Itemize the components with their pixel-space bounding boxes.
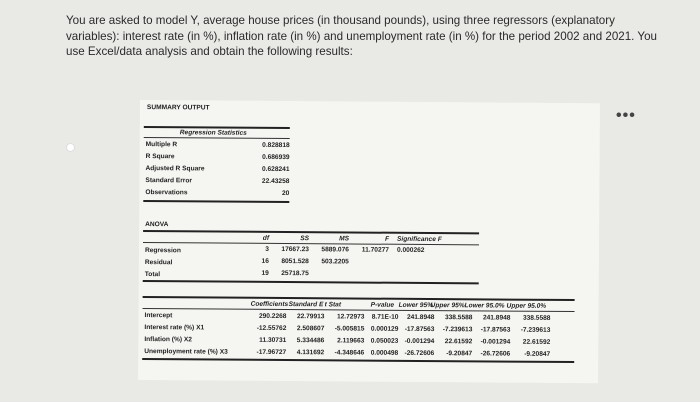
coef-cell: 22.61592: [444, 338, 473, 346]
anova-cell: 19: [261, 269, 269, 277]
coef-row-label: Interest rate (%) X1: [144, 324, 205, 332]
coef-cell: 8.71E-10: [371, 313, 399, 321]
coef-cell: 338.5588: [444, 314, 473, 322]
coef-header: Coefficients: [250, 300, 289, 309]
coef-cell: -17.87563: [404, 325, 435, 334]
coef-cell: 12.72973: [336, 313, 365, 321]
coef-header: t Stat: [324, 301, 342, 309]
anova-row-label: Regression: [144, 247, 181, 255]
anova-row-label: Residual: [144, 259, 173, 267]
coef-header: P-value: [370, 301, 395, 309]
regstats-label: Adjusted R Square: [145, 165, 205, 173]
coef-cell: 4.131692: [296, 349, 325, 357]
coef-cell: -7.239613: [442, 326, 473, 334]
regstats-label: R Square: [145, 153, 175, 161]
regstats-label: Observations: [145, 189, 188, 197]
anova-cell: 17667.23: [281, 245, 309, 254]
coef-cell: -12.55762: [256, 324, 287, 333]
anova-cell: 16: [261, 257, 269, 265]
coef-cell: 338.5588: [522, 314, 551, 322]
coef-cell: 22.79913: [296, 313, 325, 321]
regstats-value: 22.43258: [261, 177, 290, 186]
anova-cell: 5889.076: [321, 246, 349, 254]
coef-cell: 2.119663: [337, 337, 365, 345]
regstats-value: 0.686939: [262, 153, 290, 162]
summary-title: SUMMARY OUTPUT: [146, 104, 210, 112]
coef-cell: 5.334486: [296, 337, 325, 345]
regstats-label: Standard Error: [145, 177, 193, 185]
anova-cell: 8051.528: [281, 257, 309, 266]
coef-header: Upper 95.0%: [506, 302, 547, 310]
regstats-label: Multiple R: [145, 141, 178, 149]
coef-row-label: Inflation (%) X2: [144, 336, 192, 344]
question-text: You are asked to model Y, average house prices (in thousand pounds), using three regressors (explanatory variables): interest rate (in %), inflation rate (in %) and unemployment rate (in %) for the period 2002 and 2021. You use Excel/data analysis and obtain the following results:: [66, 14, 657, 58]
coef-cell: 290.2268: [258, 312, 287, 321]
anova-title: ANOVA: [145, 221, 169, 229]
coef-cell: 0.000498: [370, 349, 399, 357]
coef-header: Lower 95%: [398, 301, 434, 310]
coef-cell: -9.20847: [446, 350, 473, 358]
anova-header-sigf: Significance F: [397, 235, 442, 244]
anova-cell: 11.70277: [361, 246, 389, 254]
coef-cell: 22.61592: [522, 338, 551, 346]
regstats-value: 0.628241: [261, 165, 290, 174]
coef-cell: 2.508607: [296, 325, 325, 333]
anova-cell: 25718.75: [281, 269, 309, 278]
anova-header-df: df: [262, 234, 270, 242]
coef-header: Standard E: [288, 301, 324, 309]
coef-cell: -26.72606: [404, 349, 435, 358]
coef-cell: 241.8948: [406, 313, 435, 322]
coef-cell: -5.005815: [334, 325, 365, 333]
coef-header: Lower 95.0%: [464, 302, 505, 310]
coef-cell: -17.87563: [480, 326, 511, 334]
coef-cell: 0.000129: [370, 325, 399, 333]
coef-cell: -26.72606: [480, 350, 511, 358]
coef-cell: 11.30731: [259, 336, 287, 345]
anova-cell: 3: [265, 245, 269, 253]
bullet-dot: [66, 143, 75, 152]
excel-summary-output: [138, 100, 600, 383]
anova-cell: 0.000262: [396, 246, 425, 254]
anova-header-ss: SS: [300, 235, 310, 243]
coef-row-label: Unemployment rate (%) X3: [144, 348, 228, 356]
regstats-value: 0.828818: [262, 141, 290, 150]
regstats-value: 20: [281, 189, 290, 198]
regstats-title: Regression Statistics: [179, 129, 247, 137]
coef-cell: -4.348646: [334, 349, 365, 357]
coef-cell: 0.050023: [370, 337, 399, 345]
anova-header-f: F: [384, 235, 390, 243]
coef-cell: -9.20847: [524, 350, 551, 358]
coef-cell: -7.239613: [520, 326, 551, 334]
anova-header-ms: MS: [339, 235, 350, 243]
coef-cell: -0.001294: [404, 337, 435, 346]
coef-header: Upper 95%: [430, 302, 465, 310]
more-options-icon[interactable]: •••: [616, 107, 636, 124]
anova-row-label: Total: [144, 271, 161, 279]
anova-cell: 503.2205: [321, 258, 349, 266]
coef-row-label: Intercept: [144, 312, 173, 320]
coef-cell: 241.8948: [482, 314, 511, 322]
coef-cell: -0.001294: [480, 338, 511, 346]
coef-cell: -17.96727: [256, 348, 287, 357]
